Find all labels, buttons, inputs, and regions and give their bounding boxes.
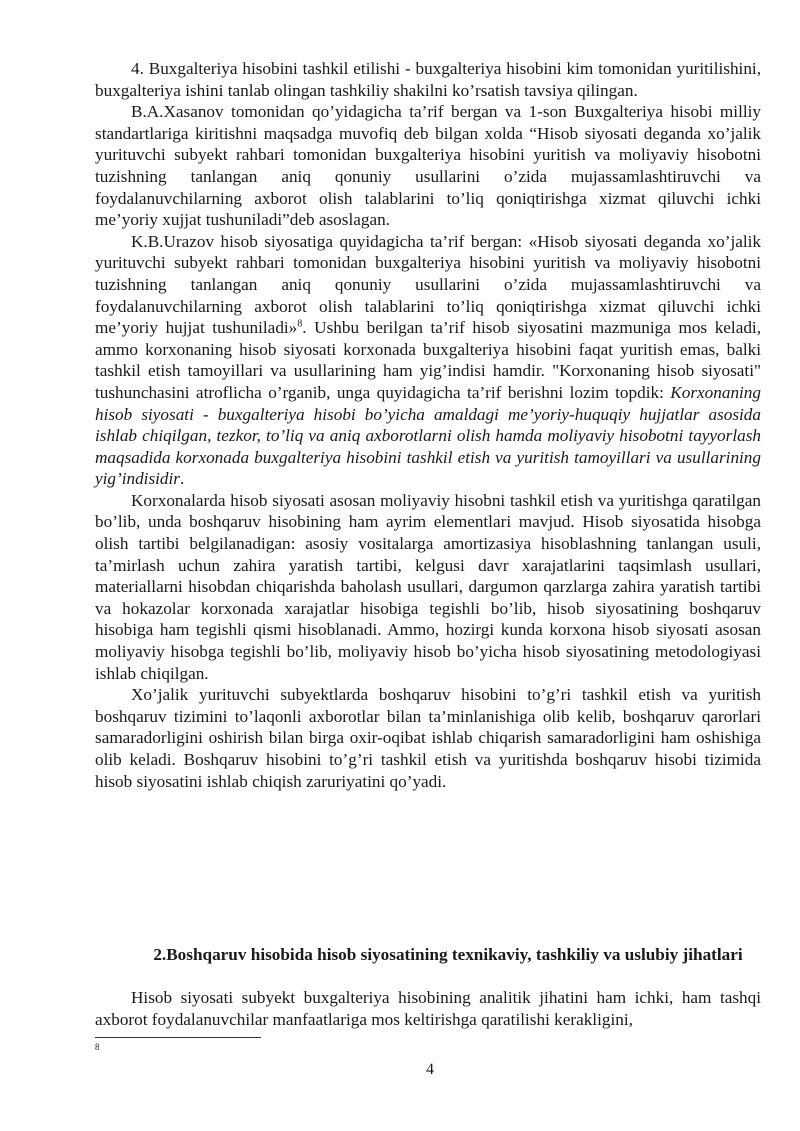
page-number: 4: [426, 1061, 434, 1078]
paragraph: Xo’jalik yurituvchi subyektlarda boshqaruv hisobini to’g’ri tashkil etish va yuritish boshqaruv tizimini to’laqonli axborotlar bilan ta’minlanishiga olib kelib, boshqaruv qarorlari samaradorligini oshirish bilan birga oxir-oqibat ishlab chiqarish samaradorligini ham oshishiga olib keladi. Boshqaruv hisobini to’g’ri tashkil etish va yuritishda boshqaruv hisobi tizimida hisob siyosatini ishlab chiqish zaruriyatini qo’yadi.: [95, 685, 761, 791]
paragraph: Hisob siyosati subyekt buxgalteriya hisobining analitik jihatini ham ichki, ham tashqi axborot foydalanuvchilar manfaatlariga mos keltirishga qaratilishi kerakligini,: [95, 988, 761, 1029]
paragraph-text: . Ushbu berilgan ta’rif hisob siyosatini mazmuniga mos keladi, ammo korxonaning hisob siyosati korxonada buxgalteriya hisobini faqat yuritish emas, balki tashkil etish tamoyillari va usullarining ham yig’indisi hamdir. "Korxonaning hisob siyosati" tushunchasini atroflicha o’rganib, unga quyidagicha ta’rif berishni lozim topdik:: [95, 318, 761, 402]
footnote-separator: [95, 1037, 261, 1038]
footnote-reference[interactable]: 8: [297, 318, 303, 330]
body-text-continued: [95, 987, 761, 1030]
paragraph: B.A.Xasanov tomonidan qo’yidagicha ta’rif bergan va 1-son Buxgalteriya hisobi milliy standartlariga kiritishni maqsadga muvofiq deb bilgan xolda “Hisob siyosati deganda xo’jalik yurituvchi subyekt rahbari tomonidan buxgalteriya hisobini yuritish va moliyaviy hisobotni tuzishning tanlangan aniq qonuniy usullarini o’zida mujassamlashtiruvchi va foydalanuvchilarning axborot olish talablarini to’liq qoniqtirishga xizmat qiluvchi ichki me’yoriy xujjat tushuniladi”deb asoslagan.: [95, 102, 761, 230]
body-text: [95, 58, 761, 792]
paragraph-text: K.B.Urazov hisob siyosatiga quyidagicha ta’rif bergan: «Hisob siyosati deganda xo’jalik yurituvchi subyekt rahbari tomonidan buxgalteriya hisobini yuritish va moliyaviy hisobotni tuzishning tanlangan aniq qonuniy usullarini o’zida mujassamlashtiruvchi va foydalanuvchilarning axborot olish talablarini to’liq qoniqtirishga xizmat qiluvchi ichki me’yoriy hujjat tushuniladi»: [95, 231, 761, 338]
footnote-mark: 8: [95, 1042, 100, 1052]
paragraph-text: .: [179, 469, 185, 489]
paragraph: Korxonalarda hisob siyosati asosan moliyaviy hisobni tashkil etish va yuritishga qaratilgan bo’lib, unda boshqaruv hisobining ham ayrim elementlari mavjud. Hisob siyosatida hisobga olish tartibi belgilanadigan: asosiy vositalarga amortizasiya hisoblashning tanlangan usuli, ta’mirlash uchun zahira yaratish tartibi, kelgusi davr xarajatlarini taqsimlash usullari, materiallarni hisobdan chiqarishda baholash usullari, dargumon qarzlarga zahira yaratish tartibi va hokazolar korxonada xarajatlar hisobiga tegishli bo’lib, hisob siyosatining boshqaruv hisobiga ham tegishli qismi hisoblanadi. Ammo, hozirgi kunda korxona hisob siyosati asosan moliyaviy hisobga tegishli bo’lib, moliyaviy hisob bo’yicha hisob siyosatining metodologiyasi ishlab chiqilgan.: [95, 490, 761, 683]
italic-definition: Korxonaning hisob siyosati - buxgalteriya hisobi bo’yicha amaldagi me’yoriy-huquqiy hujjatlar asosida ishlab chiqilgan, tezkor, to’liq va aniq axborotlarni olish hamda moliyaviy hisobotni tayyorlash maqsadida korxonada buxgalteriya hisobini tashkil etish va yuritish tamoyillari va usullarining yig’indisidir: [95, 382, 761, 489]
paragraph: [95, 231, 761, 490]
paragraph: 4. Buxgalteriya hisobini tashkil etilishi - buxgalteriya hisobini kim tomonidan yuritilishini, buxgalteriya ishini tanlab olingan tashkiliy shakilni ko’rsatish tavsiya qilingan.: [95, 59, 761, 100]
section-heading: 2.Boshqaruv hisobida hisob siyosatining texnikaviy, tashkiliy va uslubiy jihatlari: [153, 945, 743, 964]
